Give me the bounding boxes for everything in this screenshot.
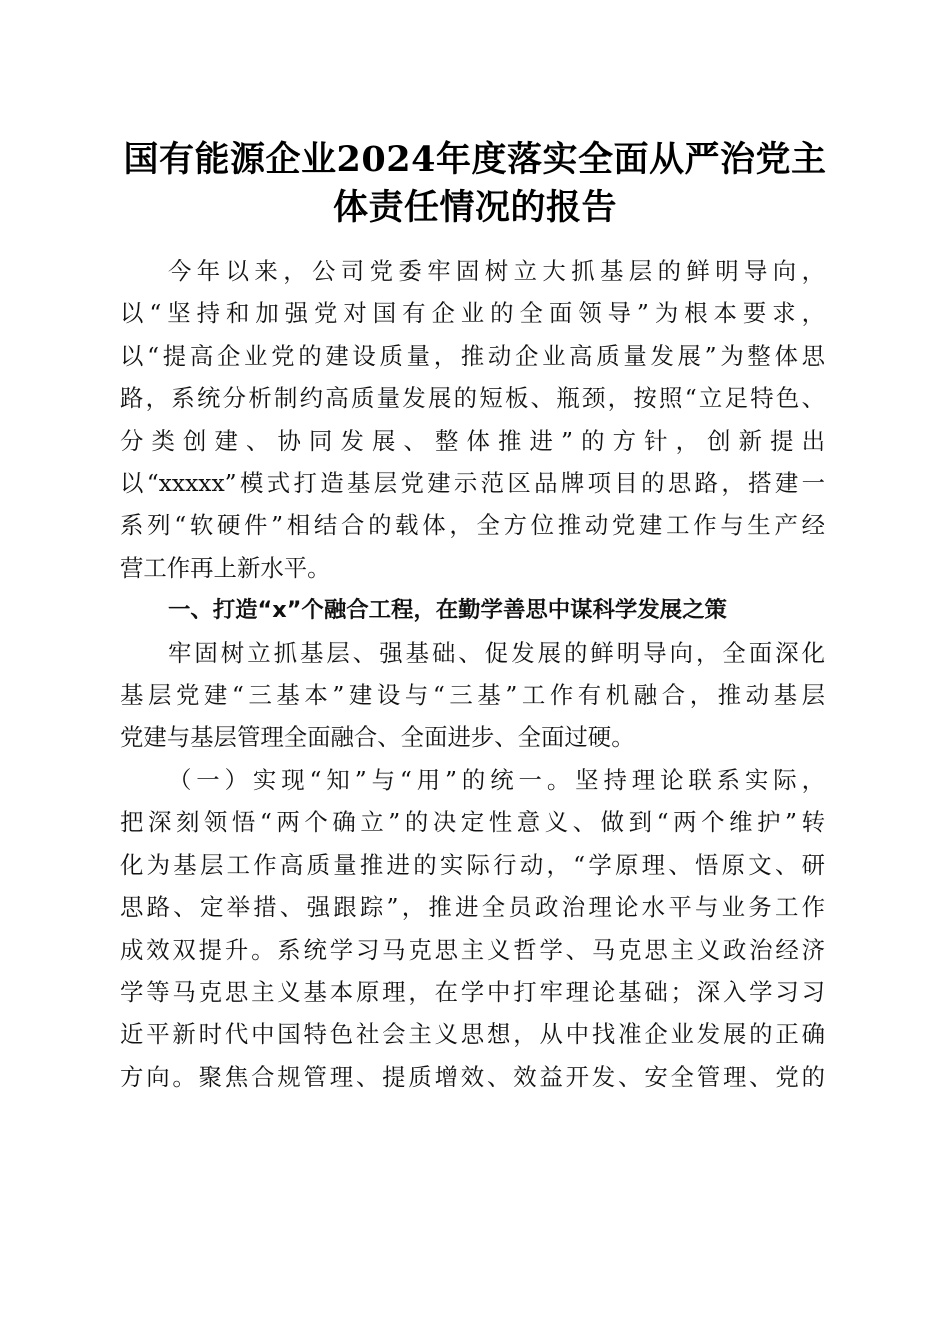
paragraph-line: 学等马克思主义基本原理，在学中打牢理论基础；深入学习习 [120, 977, 825, 1006]
paragraph-line: 营工作再上新水平。 [120, 553, 331, 582]
paragraph-line: 方向。聚焦合规管理、提质增效、效益开发、安全管理、党的 [120, 1062, 825, 1091]
section-heading [120, 589, 825, 631]
paragraph-line: 化为基层工作高质量推进的实际行动，“学原理、悟原文、研 [120, 850, 825, 879]
paragraph-line: 以“提高企业党的建设质量，推动企业高质量发展”为整体思 [120, 341, 825, 370]
section-intro-paragraph [120, 632, 825, 759]
paragraph-line: 成效双提升。系统学习马克思主义哲学、马克思主义政治经济 [120, 935, 825, 964]
subsection-paragraph [120, 759, 825, 1098]
document-body [120, 250, 825, 1098]
paragraph-line: 党建与基层管理全面融合、全面进步、全面过硬。 [120, 723, 635, 752]
paragraph-line: 把深刻领悟“两个确立”的决定性意义、做到“两个维护”转 [120, 808, 825, 837]
paragraph-line: 分类创建、协同发展、整体推进”的方针，创新提出 [120, 426, 825, 455]
paragraph-line: 近平新时代中国特色社会主义思想，从中找准企业发展的正确 [120, 1020, 825, 1049]
paragraph-line: 牢固树立抓基层、强基础、促发展的鲜明导向，全面深化 [168, 638, 825, 667]
paragraph-line: 系列“软硬件”相结合的载体，全方位推动党建工作与生产经 [120, 511, 825, 540]
paragraph-line: 今年以来，公司党委牢固树立大抓基层的鲜明导向， [168, 257, 825, 285]
paragraph-line: 以“坚持和加强党对国有企业的全面领导”为根本要求， [120, 299, 825, 328]
paragraph-line: 基层党建“三基本”建设与“三基”工作有机融合，推动基层 [120, 681, 825, 710]
intro-paragraph [120, 250, 825, 589]
document-title [0, 136, 950, 232]
title-line: 国有能源企业2024年度落实全面从严治党主 [123, 139, 827, 180]
section-heading-line: 一、打造“x”个融合工程，在勤学善思中谋科学发展之策 [168, 597, 727, 624]
title-line: 体责任情况的报告 [332, 187, 617, 228]
paragraph-line: （一）实现“知”与“用”的统一。坚持理论联系实际， [168, 765, 825, 794]
paragraph-line: 思路、定举措、强跟踪”，推进全员政治理论水平与业务工作 [120, 893, 825, 922]
paragraph-line: 路，系统分析制约高质量发展的短板、瓶颈，按照“立足特色、 [120, 384, 825, 413]
paragraph-line: 以“xxxxx”模式打造基层党建示范区品牌项目的思路，搭建一 [120, 469, 825, 498]
